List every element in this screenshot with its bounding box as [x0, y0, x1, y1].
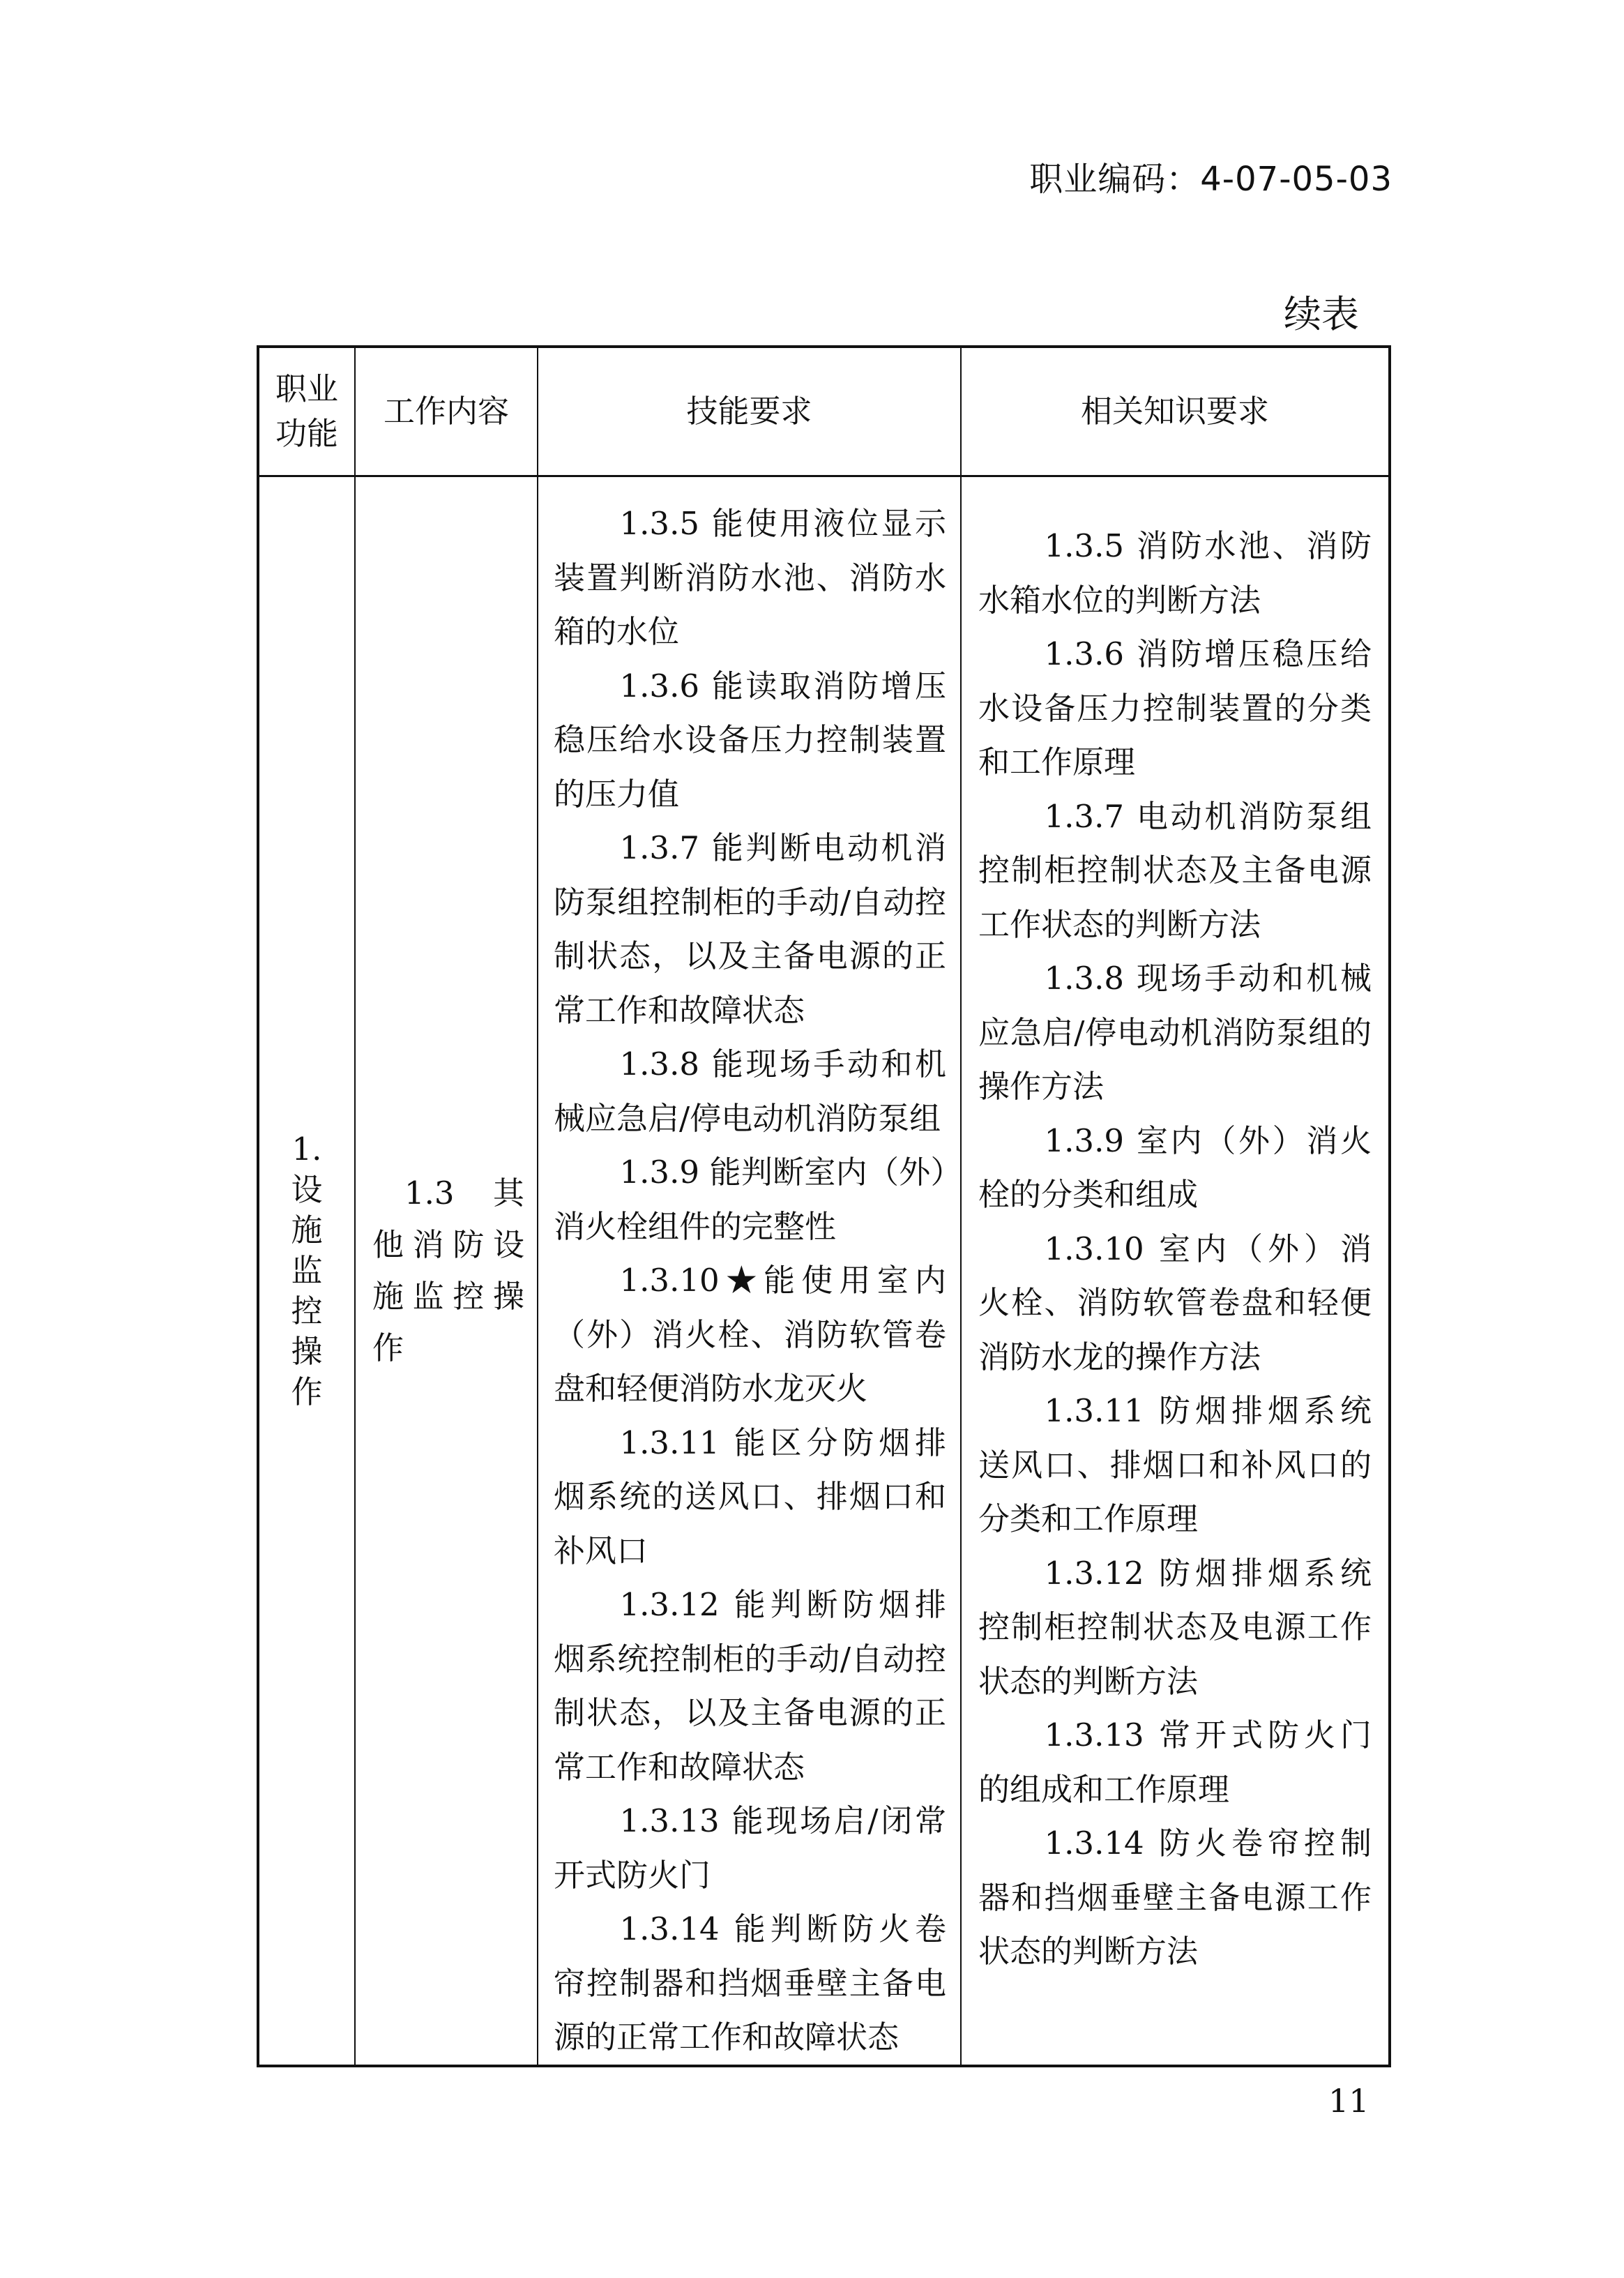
- skill-item: 1.3.14 能判断防火卷帘控制器和挡烟垂壁主备电源的正常工作和故障状态: [554, 1910, 946, 2056]
- skill-item: 1.3.11 能区分防烟排烟系统的送风口、排烟口和补风口: [554, 1424, 946, 1569]
- header-skills: 技能要求: [538, 347, 961, 476]
- table-row: [258, 476, 1390, 2066]
- occupation-standard-table: [257, 345, 1391, 2067]
- header-work-content: 工作内容: [355, 347, 538, 476]
- skill-item: 1.3.6 能读取消防增压稳压给水设备压力控制装置的压力值: [554, 667, 946, 813]
- skill-item: 1.3.7 能判断电动机消防泵组控制柜的手动/自动控制状态，以及主备电源的正常工作和故障状态: [554, 829, 946, 1029]
- knowledge-item: 1.3.14 防火卷帘控制器和挡烟垂壁主备电源工作状态的判断方法: [978, 1825, 1372, 1970]
- function-title-char: 作: [291, 1373, 323, 1410]
- occupation-code: 职业编码：4-07-05-03: [1029, 160, 1392, 199]
- knowledge-cell: [961, 476, 1390, 2066]
- header-function: [258, 347, 355, 476]
- table-header-row: [258, 347, 1390, 476]
- knowledge-item: 1.3.7 电动机消防泵组控制柜控制状态及主备电源工作状态的判断方法: [978, 797, 1372, 943]
- skill-item: 1.3.8 能现场手动和机械应急启/停电动机消防泵组: [554, 1046, 946, 1137]
- knowledge-item: 1.3.8 现场手动和机械应急启/停电动机消防泵组的操作方法: [978, 960, 1372, 1105]
- work-content-cell: [355, 476, 538, 2066]
- header-knowledge: 相关知识要求: [961, 347, 1390, 476]
- knowledge-item: 1.3.12 防烟排烟系统控制柜控制状态及电源工作状态的判断方法: [978, 1554, 1372, 1700]
- function-cell: [258, 476, 355, 2066]
- page-number: 11: [1328, 2082, 1369, 2120]
- function-title-char: 施: [291, 1211, 323, 1249]
- skills-list: [554, 497, 946, 2065]
- skill-item: 1.3.9 能判断室内（外）消火栓组件的完整性: [554, 1154, 946, 1245]
- knowledge-item: 1.3.13 常开式防火门的组成和工作原理: [978, 1717, 1372, 1808]
- knowledge-list: [978, 519, 1372, 1979]
- skill-item: 1.3.13 能现场启/闭常开式防火门: [554, 1802, 946, 1894]
- function-title-char: 监: [291, 1251, 323, 1289]
- function-title: [259, 1170, 354, 1412]
- work-content-text: 1.3 其他消防设施监控操作: [372, 1174, 524, 1366]
- knowledge-item: 1.3.11 防烟排烟系统送风口、排烟口和补风口的分类和工作原理: [978, 1392, 1372, 1537]
- skill-item: 1.3.5 能使用液位显示装置判断消防水池、消防水箱的水位: [554, 505, 946, 650]
- knowledge-item: 1.3.6 消防增压稳压给水设备压力控制装置的分类和工作原理: [978, 635, 1372, 780]
- knowledge-item: 1.3.10 室内（外）消火栓、消防软管卷盘和轻便消防水龙的操作方法: [978, 1230, 1372, 1375]
- continued-label: 续表: [1284, 292, 1359, 336]
- function-title-char: 操: [291, 1332, 323, 1370]
- skill-item: 1.3.12 能判断防烟排烟系统控制柜的手动/自动控制状态，以及主备电源的正常工作和故障状态: [554, 1586, 946, 1786]
- function-number: 1.: [291, 1130, 322, 1168]
- function-title-char: 设: [291, 1170, 323, 1208]
- knowledge-item: 1.3.9 室内（外）消火栓的分类和组成: [978, 1122, 1372, 1213]
- knowledge-item: 1.3.5 消防水池、消防水箱水位的判断方法: [978, 527, 1372, 619]
- header-function-label: 职业 功能: [275, 370, 338, 452]
- skill-item: 1.3.10★能使用室内（外）消火栓、消防软管卷盘和轻便消防水龙灭火: [554, 1262, 946, 1407]
- skills-cell: [538, 476, 961, 2066]
- function-title-char: 控: [291, 1292, 323, 1329]
